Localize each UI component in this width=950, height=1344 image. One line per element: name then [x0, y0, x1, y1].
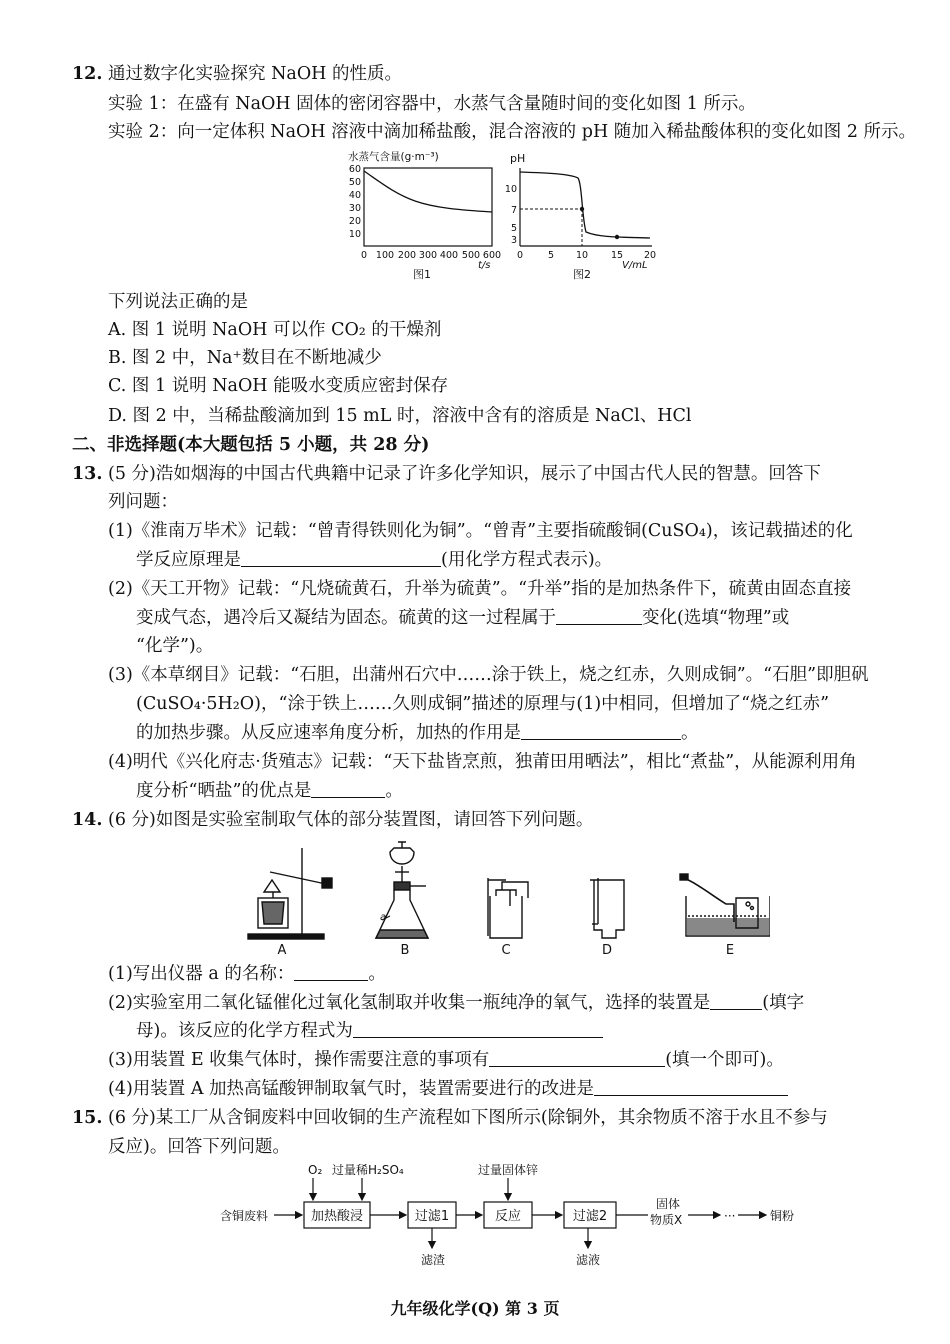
- q12-prompt: 下列说法正确的是: [108, 292, 248, 312]
- flow-mid-x: 物质X: [650, 1213, 683, 1227]
- apparatus-label-b: B: [400, 943, 410, 958]
- answer-blank-14-4[interactable]: [489, 1050, 665, 1067]
- fig1-xunit: t/s: [478, 260, 491, 271]
- flow-box-acid-leach-label: 加热酸浸: [310, 1209, 364, 1224]
- fig1-ytick: 40: [348, 190, 361, 201]
- section-heading: 二、非选择题(本大题包括 5 小题，共 28 分): [72, 435, 430, 455]
- q14-line1: [72, 808, 593, 832]
- q15-line1: [72, 1106, 828, 1130]
- fig1-chart: [340, 148, 510, 283]
- fig1-ytick: 10: [348, 229, 361, 240]
- fig2-ytick: 5: [510, 223, 517, 234]
- fig2-ytick: 3: [510, 235, 517, 246]
- q13-p2b-pre: 变成气态，遇冷后又凝结为固态。硫黄的这一过程属于: [136, 608, 556, 628]
- fig2-xtick: 10: [575, 250, 589, 261]
- q12-number: 12.: [72, 64, 103, 84]
- q13-p1b: [136, 548, 612, 572]
- flow-out-residue: 滤渣: [421, 1253, 446, 1267]
- answer-blank-13-4[interactable]: [311, 781, 385, 798]
- apparatus-label-c: C: [501, 943, 511, 958]
- fig2-xtick: 5: [547, 250, 555, 261]
- fig2-ytick: 7: [510, 205, 517, 216]
- q12-option-c: C. 图 1 说明 NaOH 能吸水变质应密封保存: [108, 376, 449, 396]
- q13-p2b-post: 变化(选填“物理”或: [642, 608, 790, 628]
- flow-mid-solid: 固体: [656, 1197, 681, 1211]
- flow-start: 含铜废料: [220, 1209, 269, 1223]
- fig1-xtick: 400: [439, 250, 459, 261]
- apparatus-d: [590, 878, 624, 938]
- q14-p2b-pre: 母)。该反应的化学方程式为: [136, 1021, 353, 1041]
- fig2-yticks: [505, 184, 517, 246]
- q13-p3a: (3)《本草纲目》记载：“石胆，出蒲州石穴中……涂于铁上，烧之红赤，久则成铜”。“石胆”即胆矾: [108, 665, 869, 685]
- fig2-chart: [500, 148, 670, 283]
- q14-p3-post: (填一个即可)。: [665, 1050, 784, 1070]
- fig1-xtick: 500: [461, 250, 481, 261]
- flow-box-filter1-label: 过滤1: [414, 1209, 450, 1224]
- fig1-xtick: 300: [418, 250, 438, 261]
- fig1-xtick: 600: [482, 250, 502, 261]
- q14-p4: [108, 1077, 788, 1101]
- apparatus-figure: [240, 838, 770, 960]
- q13-p2c: “化学”)。: [136, 636, 214, 656]
- answer-blank-14-5[interactable]: [594, 1079, 788, 1096]
- fig2-xunit: V/mL: [622, 260, 648, 271]
- process-flowchart: [210, 1160, 810, 1280]
- apparatus-e: [680, 874, 770, 936]
- q14-p1-post: 。: [368, 964, 386, 984]
- q12-option-a: A. 图 1 说明 NaOH 可以作 CO₂ 的干燥剂: [108, 320, 442, 340]
- apparatus-label-e: E: [725, 943, 735, 958]
- fig1-curve: [364, 171, 492, 212]
- apparatus-label-d: D: [601, 943, 613, 958]
- flow-box-filter2-label: 过滤2: [572, 1209, 608, 1224]
- apparatus-b: [376, 842, 428, 938]
- fig2-ylabel: pH: [510, 152, 526, 165]
- fig2-ytick: 10: [504, 184, 517, 195]
- q13-number: 13.: [72, 464, 103, 484]
- q13-p4a: (4)明代《兴化府志·货殖志》记载：“天下盐皆烹煎，独莆田用晒法”，相比“煮盐”，从能源利用角: [108, 752, 857, 772]
- fig1-xtick: 100: [375, 250, 395, 261]
- flow-input-acid: 过量稀H₂SO₄: [332, 1163, 404, 1177]
- answer-blank-14-3[interactable]: [353, 1021, 603, 1038]
- fig1-ytick: 60: [348, 164, 361, 175]
- q12-stem: 通过数字化实验探究 NaOH 的性质。: [108, 64, 403, 84]
- flow-input-zinc: 过量固体锌: [478, 1163, 539, 1177]
- q13-p4b-pre: 度分析“晒盐”的优点是: [136, 781, 312, 801]
- fig1-ytick: 20: [348, 216, 361, 227]
- q12-exp2: 实验 2：向一定体积 NaOH 溶液中滴加稀盐酸，混合溶液的 pH 随加入稀盐酸体积的变化如图 2 所示。: [108, 122, 917, 142]
- q14-p2a: [108, 991, 804, 1015]
- flow-end: 铜粉: [770, 1209, 795, 1223]
- q12-option-d: D. 图 2 中，当稀盐酸滴加到 15 mL 时，溶液中含有的溶质是 NaCl、HCl: [108, 406, 692, 426]
- q14-stem: (6 分)如图是实验室制取气体的部分装置图，请回答下列问题。: [108, 810, 594, 830]
- q13-p3c-post: 。: [681, 723, 699, 743]
- q14-p1-pre: (1)写出仪器 a 的名称：: [108, 964, 295, 984]
- q15-stem: (6 分)某工厂从含铜废料中回收铜的生产流程如下图所示(除铜外，其余物质不溶于水且不参与: [108, 1108, 828, 1128]
- q13-p4b: [136, 779, 403, 803]
- fig1-caption: 图1: [413, 268, 431, 281]
- answer-blank-14-2[interactable]: [710, 993, 762, 1010]
- fig2-xtick: 0: [516, 250, 524, 261]
- fig1-ytick: 50: [348, 177, 361, 188]
- fig1-xtick: 0: [360, 250, 368, 261]
- answer-blank-13-3[interactable]: [521, 723, 681, 740]
- q13-p3b: (CuSO₄·5H₂O)，“涂于铁上……久则成铜”描述的原理与(1)中相同，但增加了“烧之红赤”: [136, 694, 830, 714]
- q13-p1b-pre: 学反应原理是: [136, 550, 241, 570]
- q13-p3c-pre: 的加热步骤。从反应速率角度分析，加热的作用是: [136, 723, 521, 743]
- q13-line1: [72, 462, 821, 486]
- answer-blank-13-1[interactable]: [241, 550, 441, 567]
- q15-line2: 反应)。回答下列问题。: [108, 1137, 290, 1157]
- fig2-point: [580, 207, 584, 211]
- q14-p1: [108, 962, 386, 986]
- q12-option-b: B. 图 2 中，Na⁺数目在不断地减少: [108, 348, 382, 368]
- fig2-xtick: 20: [643, 250, 657, 261]
- fig1-xtick: 200: [397, 250, 417, 261]
- fig2-curve: [520, 172, 650, 238]
- q13-p2b: [136, 606, 789, 630]
- apparatus-label-a: A: [277, 943, 287, 958]
- fig2-xtick: 15: [610, 250, 624, 261]
- answer-blank-13-2[interactable]: [556, 608, 642, 625]
- q14-p2a-post: (填字: [762, 993, 805, 1013]
- flow-dots: ···: [724, 1209, 736, 1223]
- q12-line: [72, 62, 402, 86]
- fig1-ylabel: 水蒸气含量(g·m⁻³): [348, 151, 439, 163]
- q14-p4-pre: (4)用装置 A 加热高锰酸钾制取氧气时，装置需要进行的改进是: [108, 1079, 595, 1099]
- q13-p4b-post: 。: [385, 781, 403, 801]
- q13-p1a: (1)《淮南万毕术》记载：“曾青得铁则化为铜”。“曾青”主要指硫酸铜(CuSO₄)，该记载描述的化: [108, 521, 853, 541]
- q14-number: 14.: [72, 810, 103, 830]
- fig1-ytick: 30: [348, 203, 361, 214]
- q15-number: 15.: [72, 1108, 103, 1128]
- q14-p3: [108, 1048, 784, 1072]
- fig2-caption: 图2: [573, 268, 591, 281]
- q13-stem: (5 分)浩如烟海的中国古代典籍中记录了许多化学知识，展示了中国古代人民的智慧。回答下: [108, 464, 821, 484]
- q12-exp1: 实验 1：在盛有 NaOH 固体的密闭容器中，水蒸气含量随时间的变化如图 1 所示。: [108, 94, 756, 114]
- apparatus-a: [248, 848, 332, 939]
- q14-p3-pre: (3)用装置 E 收集气体时，操作需要注意的事项有: [108, 1050, 490, 1070]
- fig1-yticks: [349, 164, 361, 240]
- q14-p2b: [136, 1019, 603, 1043]
- q13-p2a: (2)《天工开物》记载：“凡烧硫黄石，升举为硫黄”。“升举”指的是加热条件下，硫黄由固态直接: [108, 579, 852, 599]
- q13-line2: 列问题：: [108, 492, 178, 512]
- q14-p2a-pre: (2)实验室用二氧化锰催化过氧化氢制取并收集一瓶纯净的氧气，选择的装置是: [108, 993, 711, 1013]
- q13-p3c: [136, 721, 699, 745]
- flow-box-reaction-label: 反应: [494, 1209, 522, 1224]
- apparatus-a-label: a: [380, 912, 387, 923]
- apparatus-c: [488, 878, 528, 938]
- answer-blank-14-1[interactable]: [294, 964, 368, 981]
- page-footer: 九年级化学(Q) 第 3 页: [390, 1299, 560, 1318]
- fig2-point: [615, 235, 619, 239]
- flow-input-o2: O₂: [308, 1163, 323, 1177]
- q13-p1b-post: (用化学方程式表示)。: [441, 550, 613, 570]
- flow-out-filtrate: 滤液: [576, 1253, 601, 1267]
